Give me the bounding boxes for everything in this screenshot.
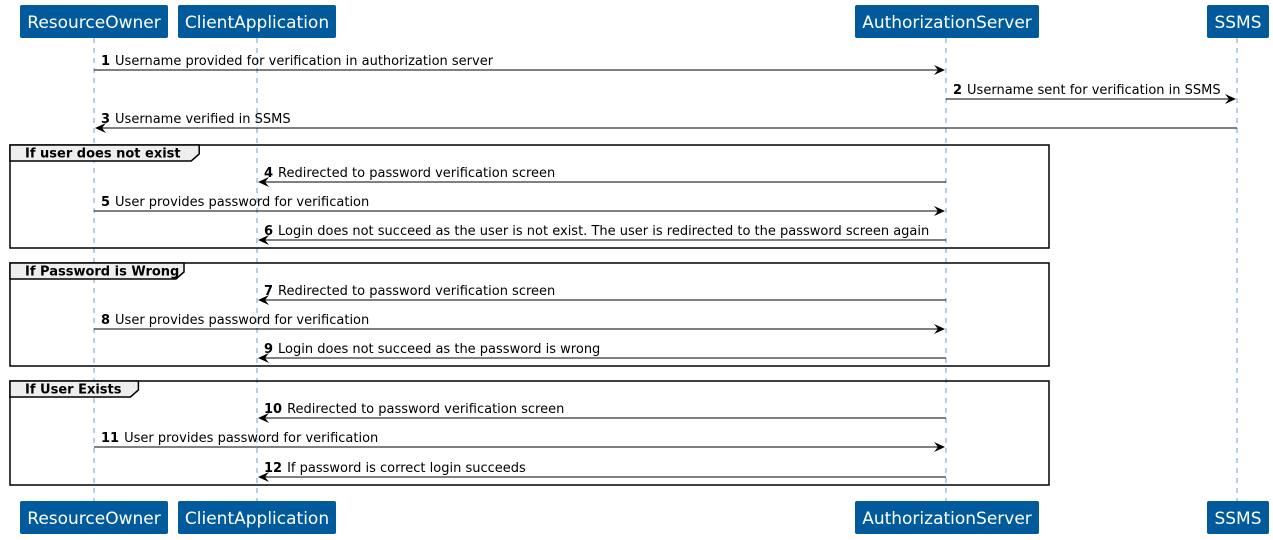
message-2 [946, 83, 1236, 104]
message-text [101, 195, 369, 210]
message-11 [94, 431, 945, 452]
participant-label: AuthorizationServer [862, 509, 1032, 529]
participant-bottom-resourceowner [20, 501, 168, 534]
message-10 [258, 402, 946, 423]
participant-label: AuthorizationServer [862, 13, 1032, 33]
message-number: 4 [264, 166, 274, 181]
participant-top-ssms [1207, 5, 1269, 38]
message-number: 2 [953, 83, 963, 98]
message-1 [94, 54, 945, 75]
participant-label: ClientApplication [184, 13, 330, 33]
participant-bottom-authorizationserver [855, 501, 1039, 534]
participant-label: ResourceOwner [27, 509, 161, 529]
message-label: Redirected to password verification screen [287, 402, 565, 417]
participant-bottom-ssms [1207, 501, 1269, 534]
message-text [101, 431, 378, 446]
message-12 [258, 461, 946, 482]
message-label: Redirected to password verification screen [278, 166, 556, 181]
message-text [101, 313, 369, 328]
participant-headers-bottom [20, 501, 1269, 534]
participant-label: SSMS [1214, 509, 1262, 529]
message-number: 1 [101, 54, 111, 69]
message-text [953, 83, 1221, 98]
message-3 [95, 112, 1237, 133]
participant-top-authorizationserver [855, 5, 1039, 38]
message-number: 6 [264, 224, 274, 239]
message-label: User provides password for verification [115, 313, 370, 328]
participant-top-resourceowner [20, 5, 168, 38]
message-number: 5 [101, 195, 111, 210]
message-number: 7 [264, 284, 274, 299]
message-text [264, 166, 555, 181]
message-label: If password is correct login succeeds [287, 461, 526, 476]
messages [94, 54, 1237, 482]
participant-top-clientapplication [178, 5, 336, 38]
message-number: 8 [101, 313, 111, 328]
message-4 [258, 166, 946, 187]
message-number: 10 [264, 402, 283, 417]
message-number: 9 [264, 342, 274, 357]
message-number: 12 [264, 461, 283, 476]
message-text [264, 284, 555, 299]
message-text [264, 342, 600, 357]
message-text [264, 402, 564, 417]
message-6 [258, 224, 946, 245]
group-frame-label: If User Exists [25, 382, 122, 398]
message-text [264, 461, 526, 476]
message-8 [94, 313, 945, 334]
message-label: Username verified in SSMS [115, 112, 291, 127]
message-label: Username sent for verification in SSMS [967, 83, 1221, 98]
message-label: Login does not succeed as the password is wrong [278, 342, 601, 357]
message-9 [258, 342, 946, 363]
message-text [264, 224, 929, 239]
participant-label: SSMS [1214, 13, 1262, 33]
message-label: Login does not succeed as the user is not exist. The user is redirected to the password screen again [278, 224, 930, 239]
message-text [101, 54, 494, 69]
message-text [101, 112, 291, 127]
participant-headers-top [20, 5, 1269, 38]
participant-label: ClientApplication [184, 509, 330, 529]
message-number: 3 [101, 112, 111, 127]
message-5 [94, 195, 945, 216]
message-7 [258, 284, 946, 305]
group-frame-label: If user does not exist [25, 146, 181, 162]
message-label: Username provided for verification in authorization server [115, 54, 494, 69]
participant-bottom-clientapplication [178, 501, 336, 534]
message-label: User provides password for verification [124, 431, 379, 446]
participant-label: ResourceOwner [27, 13, 161, 33]
message-label: User provides password for verification [115, 195, 370, 210]
group-frame-label: If Password is Wrong [25, 264, 180, 280]
message-number: 11 [101, 431, 120, 446]
message-label: Redirected to password verification screen [278, 284, 556, 299]
